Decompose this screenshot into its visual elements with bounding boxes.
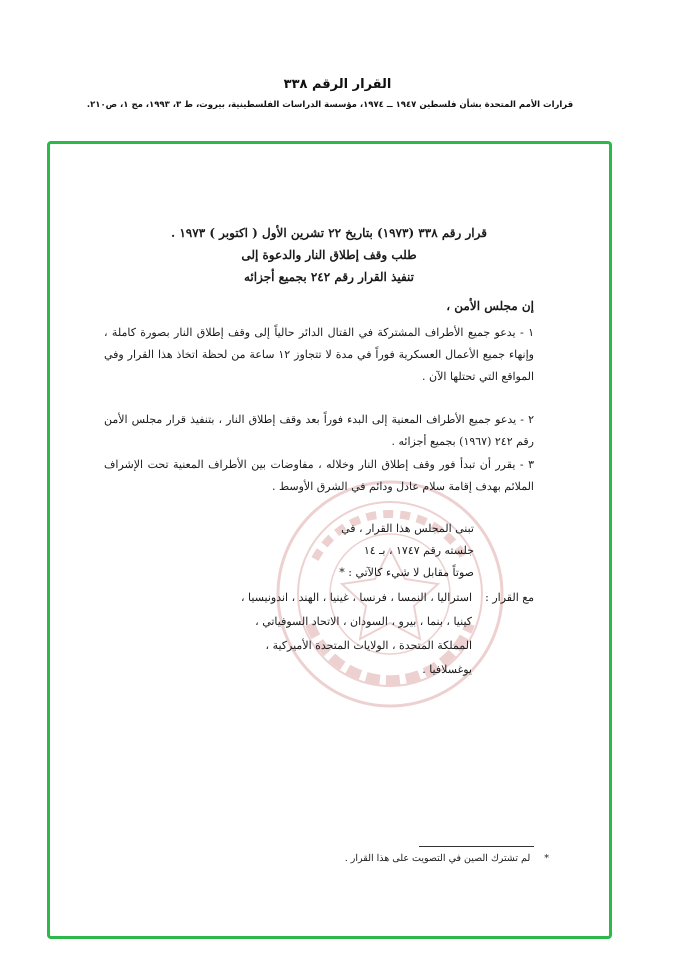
vote-for-countries [172, 586, 472, 682]
country-list-line: استراليا ، النمسا ، فرنسا ، غينيا ، الهند ، اندونيسيا ، [240, 591, 472, 604]
document-frame [47, 141, 612, 939]
page-header [0, 0, 675, 140]
resolution-title [119, 222, 539, 288]
adoption-line: صوتاً مقابل لا شيء كالآتي : * [339, 566, 474, 579]
header-source-citation: قرارات الأمم المتحدة بشأن فلسطين ١٩٤٧ ــ ١٩٧٤، مؤسسة الدراسات الفلسطينية، بيروت، ط ٣، ١٩٩٣، مج ١، ص٢١٠. [86, 100, 574, 110]
country-list-line: كينيا ، بنما ، بيرو ، السودان ، الاتحاد السوفياتي ، [255, 615, 472, 628]
resolution-paragraph: ٢ - يدعو جميع الأطراف المعنية إلى البدء فوراً بعد وقف إطلاق النار ، بتنفيذ قرار مجلس الأمن رقم ٢٤٢ (١٩٦٧) بجميع أجزائه . [104, 413, 534, 448]
footnote-divider [419, 846, 534, 847]
vote-for-label: مع القرار : [485, 591, 534, 604]
resolution-title-line: طلب وقف إطلاق النار والدعوة إلى [241, 248, 417, 262]
resolution-title-line: قرار رقم ٣٣٨ (١٩٧٣) بتاريخ ٢٢ تشرين الأول ( اكتوبر ) ١٩٧٣ . [171, 226, 487, 240]
footnote [345, 853, 549, 864]
resolution-title-line: تنفيذ القرار رقم ٢٤٢ بجميع أجزائه [243, 270, 415, 284]
adoption-statement [314, 518, 474, 584]
country-list-line: المملكة المتحدة ، الولايات المتحدة الأميركية ، [265, 639, 472, 652]
adoption-line: تبنى المجلس هذا القرار ، في [341, 522, 474, 535]
header-title: القرار الرقم ٣٣٨ [283, 77, 392, 92]
footnote-text: لم تشترك الصين في التصويت على هذا القرار . [344, 853, 531, 864]
footnote-mark: * [544, 853, 549, 864]
country-list-line: يوغسلافيا . [422, 663, 472, 676]
resolution-paragraph: ٣ - يقرر أن تبدأ فور وقف إطلاق النار وخلاله ، مفاوضات بين الأطراف المعنية تحت الإشراف الملائم بهدف إقامة سلام عادل ودائم في الشرق الأوسط . [104, 458, 534, 493]
council-preamble: إن مجلس الأمن ، [446, 299, 534, 313]
adoption-line: جلسته رقم ١٧٤٧ ، بـ ١٤ [363, 544, 474, 557]
resolution-paragraph: ١ - يدعو جميع الأطراف المشتركة في القتال الدائر حالياً إلى وقف إطلاق النار بصورة كاملة ، وإنهاء جميع الأعمال العسكرية فوراً في مدة لا تتجاوز ١٢ ساعة من لحظة اتخاذ هذا القرار وفي المواقع التي تحتلها الآن . [104, 326, 534, 383]
